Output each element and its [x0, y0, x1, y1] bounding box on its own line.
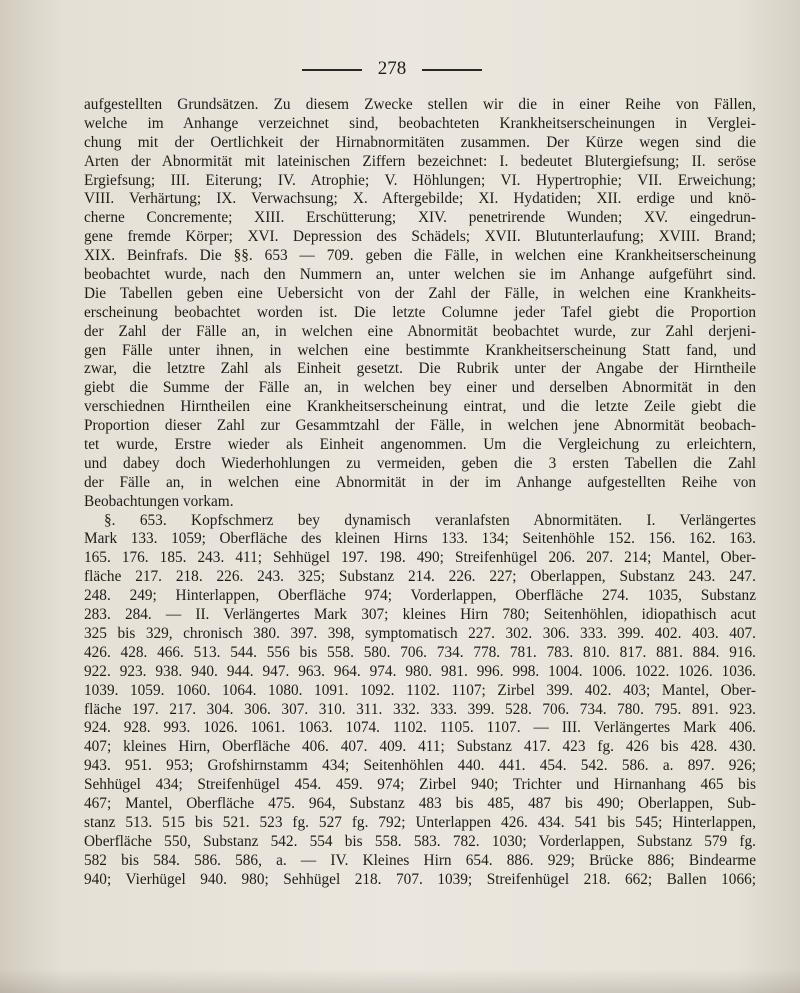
text-line: aufgestellten Grundsätzen. Zu diesem Zwecke stellen wir die in einer Reihe von Fällen, — [84, 96, 756, 113]
text-line: Oberfläche 550, Substanz 542. 554 bis 558. 583. 782. 1030; Vorderlappen, Substanz 579 fg. — [84, 832, 756, 850]
page-bottom-shadow — [0, 969, 800, 993]
text-line: XIX. Beinfrafs. Die §§. 653 — 709. geben die Fälle, in welchen eine Krankheitserscheinung — [84, 247, 756, 265]
text-line: 407; kleines Hirn, Oberfläche 406. 407. 409. 411; Substanz 417. 423 fg. 426 bis 428. 430. — [84, 738, 756, 756]
text-line: 582 bis 584. 586. 586, a. — IV. Kleines Hirn 654. 886. 929; Brücke 886; Bindearme — [84, 851, 756, 869]
text-line: 165. 176. 185. 243. 411; Sehhügel 197. 198. 490; Streifenhügel 206. 207. 214; Mantel, Ober- — [84, 549, 756, 567]
text-line: tet wurde, Erstre wieder als Einheit angenommen. Um die Vergleichung zu erleichtern, — [84, 436, 756, 454]
text-line: erscheinung beobachtet worden ist. Die letzte Columne jeder Tafel giebt die Proportion — [84, 303, 756, 321]
text-line: und dabey doch Wiederhohlungen zu vermeiden, geben die 3 ersten Tabellen die Zahl — [84, 454, 756, 472]
text-line: Mark 133. 1059; Oberfläche des kleinen Hirns 133. 134; Seitenhöhle 152. 156. 162. 163. — [84, 530, 756, 548]
text-line: §. 653. Kopfschmerz bey dynamisch veranlafsten Abnormitäten. I. Verlängertes — [104, 511, 756, 529]
text-line: cherne Concremente; XIII. Erschütterung; XIV. penetrirende Wunden; XV. eingedrun- — [84, 209, 756, 227]
text-line: Ergiefsung; III. Eiterung; IV. Atrophie; V. Höhlungen; VI. Hypertrophie; VII. Erweichung; — [84, 171, 756, 189]
text-line: stanz 513. 515 bis 521. 523 fg. 527 fg. 792; Unterlappen 426. 434. 541 bis 545; Hinterlappen, — [84, 813, 756, 831]
text-line: gen Fälle unter ihnen, in welchen eine bestimmte Krankheitserscheinung Statt fand, und — [84, 341, 756, 359]
text-line: Proportion dieser Zahl zur Gesammtzahl der Fälle, in welchen jene Abnormität beobach- — [84, 417, 756, 435]
header-rule-left — [302, 69, 362, 71]
text-line: gene fremde Körper; XVI. Depression des Schädels; XVII. Blutunterlaufung; XVIII. Brand; — [84, 228, 756, 246]
text-line: 943. 951. 953; Grofshirnstamm 434; Seitenhöhlen 440. 441. 454. 542. 586. a. 897. 926; — [84, 757, 756, 775]
text-line: 248. 249; Hinterlappen, Oberfläche 974; Vorderlappen, Oberfläche 274. 1035, Substanz — [84, 587, 756, 605]
text-line: der Fälle an, in welchen eine Abnormität in der im Anhange aufgestellten Reihe von — [84, 473, 756, 491]
text-line: Sehhügel 434; Streifenhügel 454. 459. 974; Zirbel 940; Trichter und Hirnanhang 465 bis — [84, 776, 756, 794]
text-line: 283. 284. — II. Verlängertes Mark 307; kleines Hirn 780; Seitenhöhlen, idiopathisch acut — [84, 606, 756, 624]
text-line: giebt die Summe der Fälle an, in welchen bey einer und derselben Abnormität in den — [84, 379, 756, 397]
page-number: 278 — [377, 58, 407, 79]
text-line: fläche 217. 218. 226. 243. 325; Substanz 214. 226. 227; Oberlappen, Substanz 243. 247. — [84, 568, 756, 586]
text-line: 924. 928. 993. 1026. 1061. 1063. 1074. 1102. 1105. 1107. — III. Verlängertes Mark 406. — [84, 719, 756, 737]
text-line: VIII. Verhärtung; IX. Verwachsung; X. Aftergebilde; XI. Hydatiden; XII. erdige und knö- — [84, 190, 756, 208]
page-body-text — [84, 96, 756, 889]
text-line: chung mit der Oertlichkeit der Hirnabnormitäten zusammen. Der Kürze wegen sind die — [84, 133, 756, 151]
text-line: beobachtet wurde, nach den Nummern an, unter welchen sie im Anhange aufgeführt sind. — [84, 266, 756, 284]
text-line: fläche 197. 217. 304. 306. 307. 310. 311. 332. 333. 399. 528. 706. 734. 780. 795. 891. 923. — [84, 700, 756, 718]
text-line: Die Tabellen geben eine Uebersicht von der Zahl der Fälle, in welchen eine Krankheits- — [84, 284, 756, 302]
text-line: Arten der Abnormität mit lateinischen Ziffern bezeichnet: I. bedeutet Blutergiefsung; II. seröse — [84, 152, 756, 170]
text-line: 426. 428. 466. 513. 544. 556 bis 558. 580. 706. 734. 778. 781. 783. 810. 817. 881. 884. 916. — [84, 643, 756, 661]
text-line: welche im Anhange verzeichnet sind, beobachteten Krankheitserscheinungen in Verglei- — [84, 114, 756, 132]
text-line: verschiednen Hirntheilen eine Krankheitserscheinung eintrat, und die letzte Zeile giebt die — [84, 398, 756, 416]
text-line: zwar, die letztre Zahl als Einheit gesetzt. Die Rubrik unter der Angabe der Hirntheile — [84, 360, 756, 378]
text-line: 467; Mantel, Oberfläche 475. 964, Substanz 483 bis 485, 487 bis 490; Oberlappen, Sub- — [84, 794, 756, 812]
text-line: der Zahl der Fälle an, in welchen eine Abnormität beobachtet wurde, zur Zahl derjeni- — [84, 322, 756, 340]
text-line: Beobachtungen vorkam. — [84, 492, 234, 510]
text-line: 922. 923. 938. 940. 944. 947. 963. 964. 974. 980. 981. 996. 998. 1004. 1006. 1022. 1026. 1036. — [84, 662, 756, 680]
text-line: 1039. 1059. 1060. 1064. 1080. 1091. 1092. 1102. 1107; Zirbel 399. 402. 403; Mantel, Ober- — [84, 681, 756, 699]
page-header — [0, 58, 800, 82]
text-line: 940; Vierhügel 940. 980; Sehhügel 218. 707. 1039; Streifenhügel 218. 662; Ballen 1066; — [84, 870, 756, 888]
header-rule-right — [422, 69, 482, 71]
text-line: 325 bis 329, chronisch 380. 397. 398, symptomatisch 227. 302. 306. 333. 399. 402. 403. 407. — [84, 624, 756, 642]
